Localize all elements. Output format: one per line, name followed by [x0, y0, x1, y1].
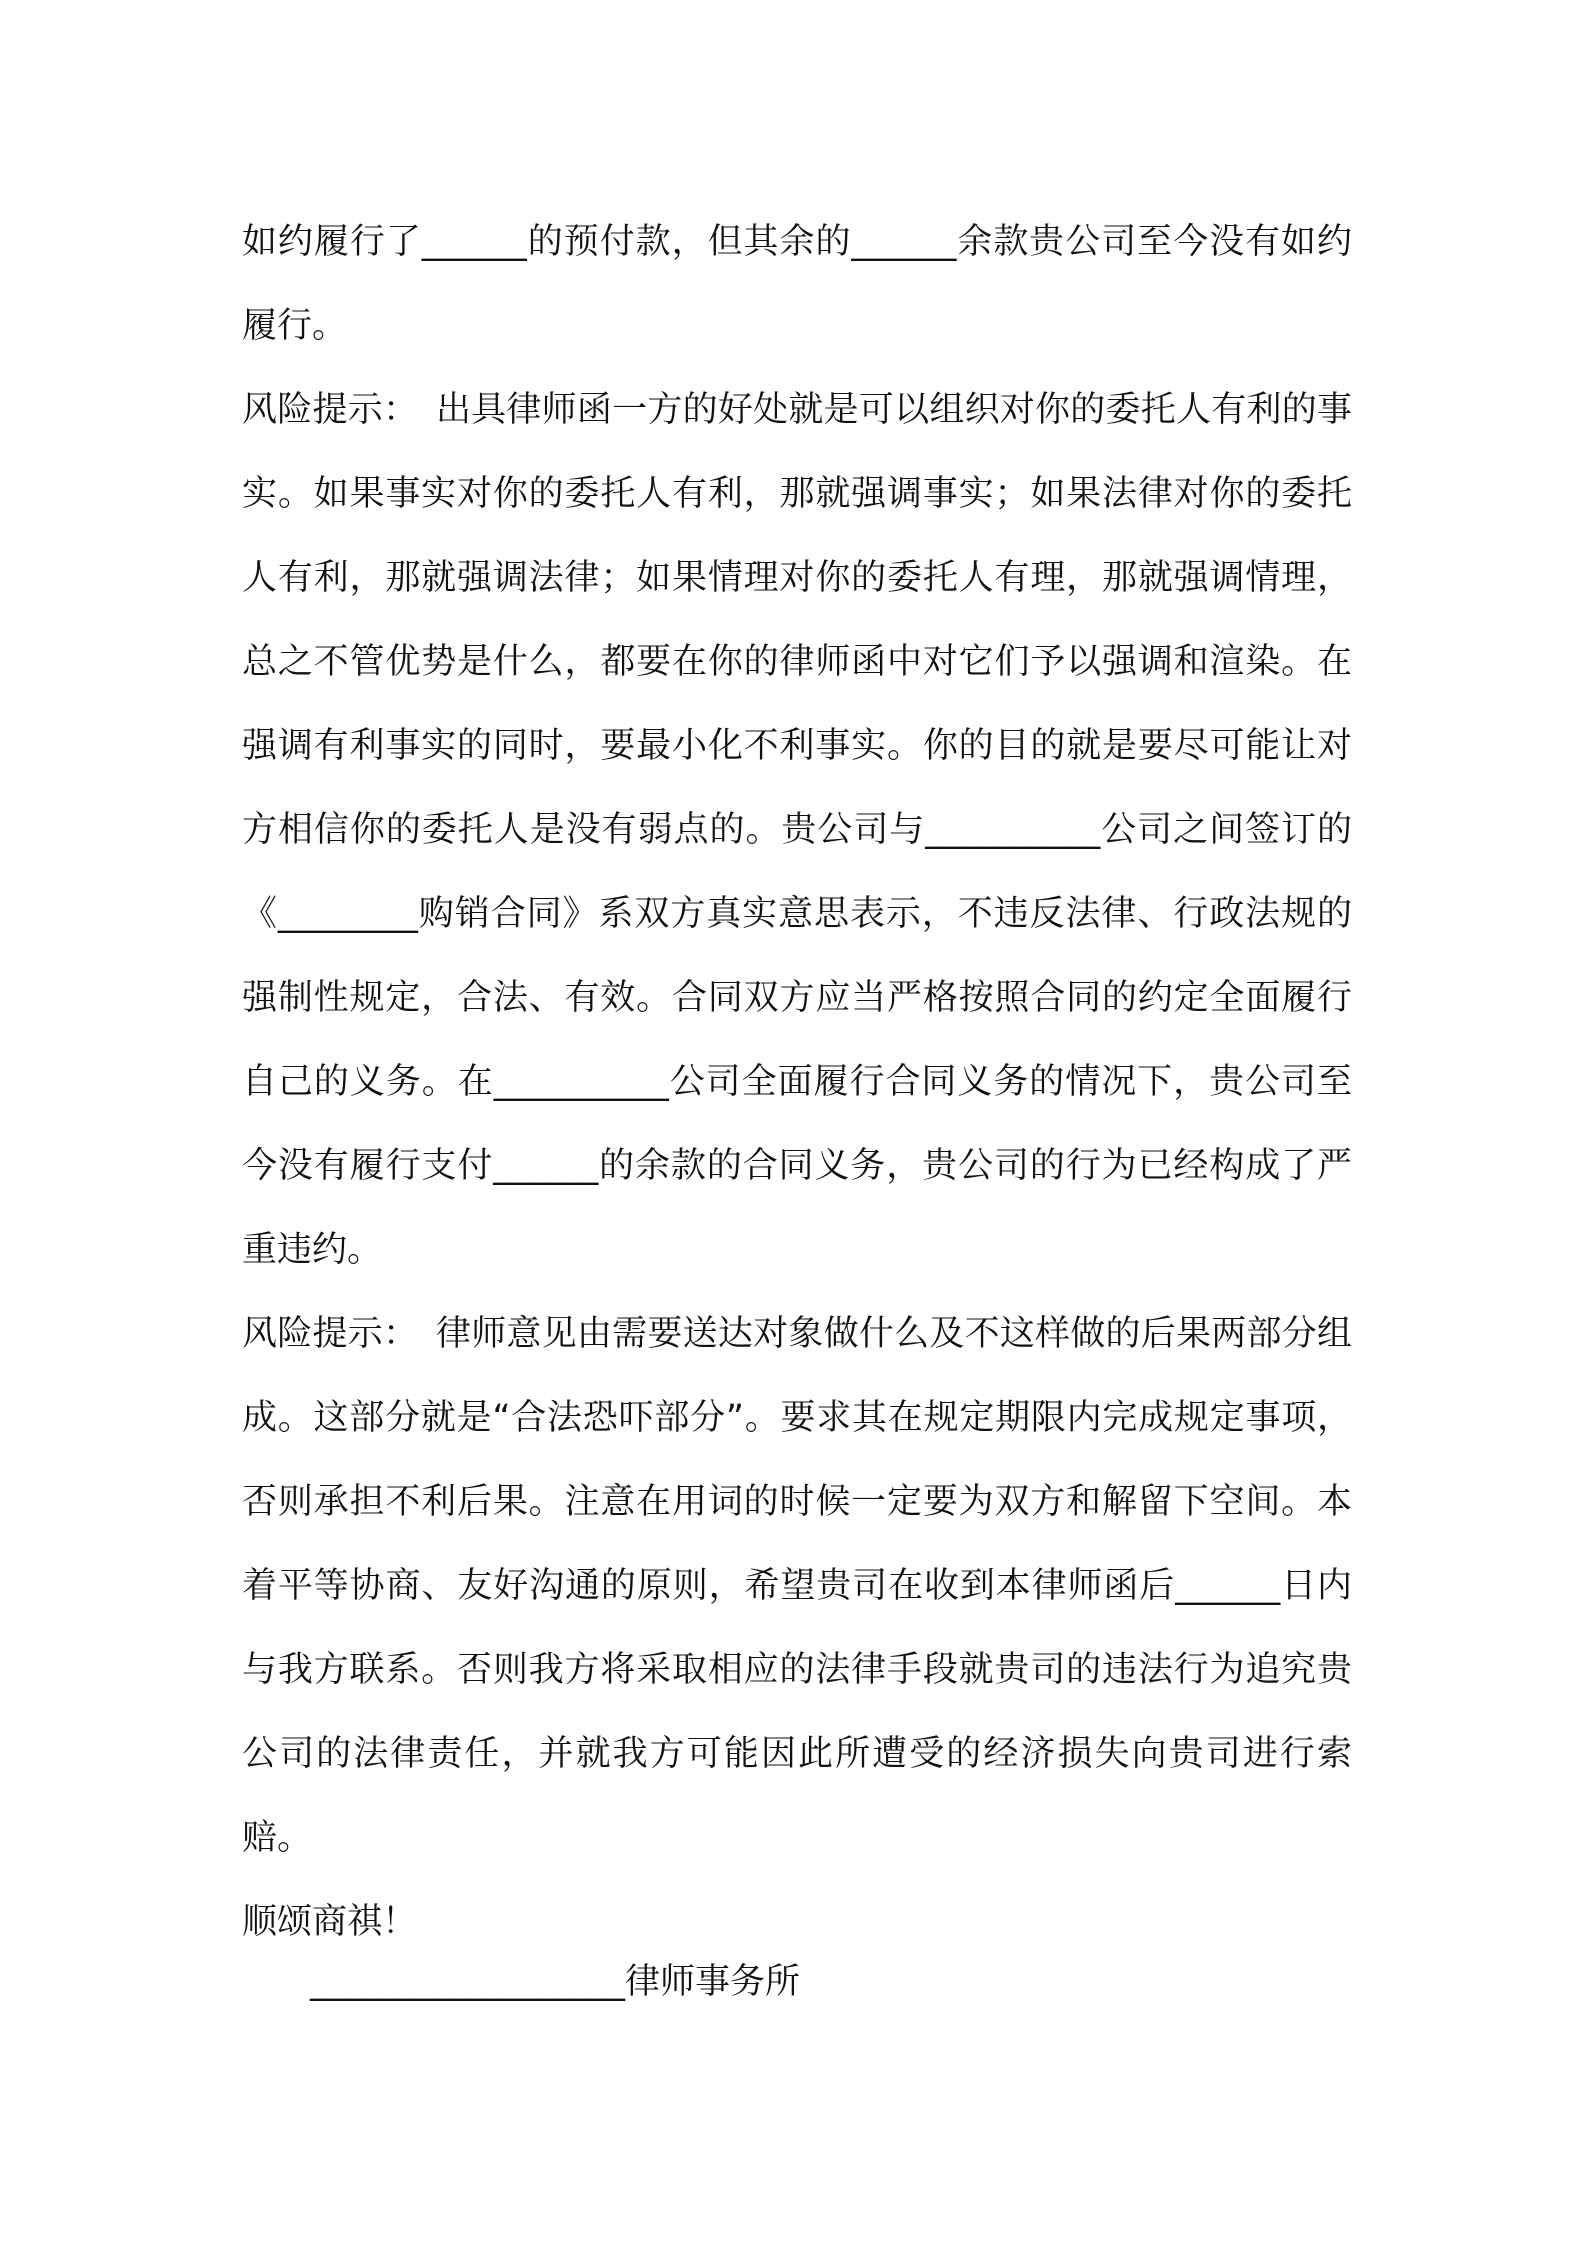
paragraph-closing: 顺颂商祺！ — [242, 1902, 418, 1942]
paragraph-risk-notice-facts: 风险提示： 出具律师函一方的好处就是可以组织对你的委托人有利的事实。如果事实对你的委托人有利，那就强调事实；如果法律对你的委托人有利，那就强调法律；如果情理对你的委托人有理，那就强调情理，总之不管优势是什么，都要在你的律师函中对它们予以强调和渲染。在强调有利事实的同时，要最小化不利事实。你的目的就是要尽可能让对方相信你的委托人是没有弱点的。贵公司与__________公司之间签订的《________购销合同》系双方真实意思表示，不违反法律、行政法规的强制性规定，合法、有效。合同双方应当严格按照合同的约定全面履行自己的义务。在__________公司全面履行合同义务的情况下，贵公司至今没有履行支付______的余款的合同义务，贵公司的行为已经构成了严重违约。 — [242, 390, 1352, 1270]
paragraph-payment-status: 如约履行了______的预付款，但其余的______余款贵公司至今没有如约履行。 — [242, 222, 1352, 346]
letter-body — [242, 200, 1352, 1964]
law-firm-signature: __________________律师事务所 — [310, 1962, 801, 2002]
paragraph-risk-notice-opinion: 风险提示： 律师意见由需要送达对象做什么及不这样做的后果两部分组成。这部分就是“合法恐吓部分”。要求其在规定期限内完成规定事项，否则承担不利后果。注意在用词的时候一定要为双方和解留下空间。本着平等协商、友好沟通的原则，希望贵司在收到本律师函后______日内与我方联系。否则我方将采取相应的法律手段就贵司的违法行为追究贵公司的法律责任，并就我方可能因此所遭受的经济损失向贵司进行索赔。 — [242, 1314, 1352, 1858]
